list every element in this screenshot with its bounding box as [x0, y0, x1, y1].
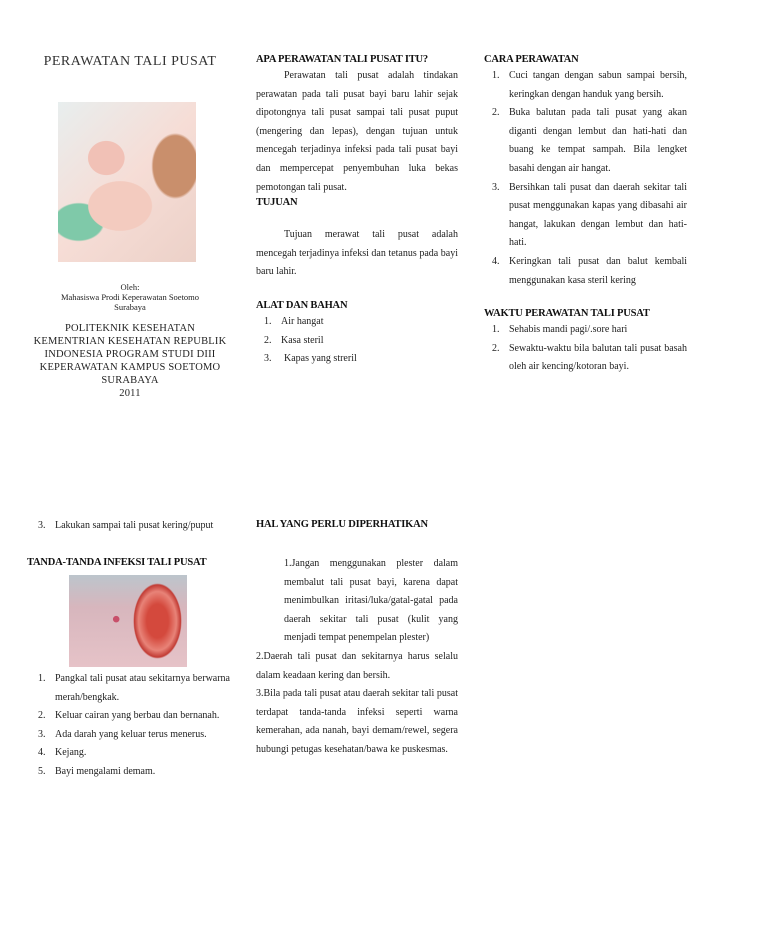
cara-section — [484, 54, 687, 377]
by-label: Oleh: — [120, 282, 140, 292]
item-number: 1. — [492, 70, 500, 81]
cover-author — [30, 282, 230, 312]
institution-line: SURABAYA — [101, 375, 159, 386]
item-number: 1. — [264, 315, 272, 327]
list-item — [484, 321, 687, 340]
item-number: 3. — [264, 353, 272, 365]
cara-list — [484, 67, 687, 290]
waktu-list — [484, 321, 687, 377]
item-text: Air hangat — [281, 315, 324, 327]
item-text: Sehabis mandi pagi/.sore hari — [509, 324, 628, 336]
author-line: Mahasiswa Prodi Keperawatan Soetomo — [60, 292, 200, 302]
item-text: Keluar cairan yang berbau dan bernanah. — [55, 710, 220, 722]
hal-section — [284, 555, 458, 648]
item-text: Kejang. — [55, 747, 87, 759]
item-number: 5. — [38, 765, 46, 777]
list-item — [30, 726, 230, 745]
cara-heading: CARA PERAWATAN — [484, 54, 579, 65]
waktu-continued — [30, 517, 235, 536]
item-text: Pangkal tali pusat atau sekitarnya berwarna merah/bengkak. — [55, 673, 230, 703]
list-item — [256, 350, 458, 369]
list-item — [484, 67, 687, 104]
item-text: Sewaktu-waktu bila balutan tali pusat basah oleh air kencing/kotoran bayi. — [509, 342, 687, 373]
list-item — [30, 517, 235, 536]
tanda-heading: TANDA-TANDA INFEKSI TALI PUSAT — [27, 557, 207, 568]
cover-year: 2011 — [119, 388, 141, 399]
apa-section — [256, 54, 458, 369]
item-number: 2. — [492, 107, 500, 119]
item-text: Kasa steril — [281, 334, 324, 346]
list-item — [484, 179, 687, 253]
item-number: 2. — [492, 342, 500, 354]
list-item — [30, 707, 230, 726]
item-text: Ada darah yang keluar terus menerus. — [55, 728, 207, 740]
tujuan-body: Tujuan merawat tali pusat adalah mencegah terjadinya infeksi dan tetanus pada bayi baru lahir. — [256, 229, 458, 278]
list-item — [30, 670, 230, 707]
list-item — [30, 744, 230, 763]
hal-heading: HAL YANG PERLU DIPERHATIKAN — [256, 519, 428, 530]
institution-line: POLITEKNIK KESEHATAN — [64, 323, 196, 334]
item-text: Keringkan tali pusat dan balut kembali menggunakan kasa steril kering — [509, 255, 687, 286]
item-text: Cuci tangan dengan sabun sampai bersih, keringkan dengan handuk yang bersih. — [509, 70, 687, 100]
hal-item-1: 1.Jangan menggunakan plester dalam membalut tali pusat bayi, karena dapat menimbulkan iritasi/luka/gatal-gatal pada daerah sekitar tali pusat (kulit yang menjadi tempat penempelan plester) — [284, 558, 458, 644]
author-city: Surabaya — [114, 302, 146, 312]
item-number: 2. — [264, 334, 272, 346]
alat-list — [256, 313, 458, 369]
item-number: 4. — [492, 255, 500, 267]
institution-line: KEMENTRIAN KESEHATAN REPUBLIK — [33, 336, 227, 347]
waktu-heading: WAKTU PERAWATAN TALI PUSAT — [484, 308, 650, 320]
list-item — [256, 313, 458, 332]
item-number: 4. — [38, 747, 46, 759]
item-number: 3. — [38, 520, 46, 531]
hal-item-2: 2.Daerah tali pusat dan sekitarnya harus selalu dalam keadaan kering dan bersih. — [256, 651, 458, 681]
waktu-list-continued — [30, 517, 235, 536]
apa-body: Perawatan tali pusat adalah tindakan perawatan pada tali pusat bayi baru lahir sejak dipotongnya tali pusat sampai tali pusat puput (mengering dan lepas), dengan tujuan untuk mencegah terjadinya infeksi pada tali pusat bayi dan mempercepat penyembuhan luka bekas pemotongan tali pusat. — [256, 70, 458, 193]
list-item — [484, 104, 687, 178]
item-text: Kapas yang streril — [284, 353, 357, 365]
hal-item-3: 3.Bila pada tali pusat atau daerah sekitar tali pusat terdapat tanda-tanda infeksi seperti warna kemerahan, ada nanah, bayi demam/rewel, segera hubungi petugas kesehatan/bawa ke puskesmas. — [256, 688, 458, 755]
apa-heading: APA PERAWATAN TALI PUSAT ITU? — [256, 54, 428, 65]
item-text: Lakukan sampai tali pusat kering/puput — [55, 520, 214, 531]
list-item — [484, 340, 687, 377]
institution-line: KEPERAWATAN KAMPUS SOETOMO — [39, 362, 221, 373]
list-item — [30, 763, 230, 782]
list-item — [256, 332, 458, 351]
umbilical-infection-photo — [69, 575, 187, 667]
item-number: 2. — [38, 710, 46, 722]
item-text: Bersihkan tali pusat dan daerah sekitar tali pusat menggunakan kapas yang dibasahi air hangat, lakukan dengan lembut dan hati-hati. — [509, 181, 687, 249]
tujuan-heading: TUJUAN — [256, 197, 298, 209]
institution-line: INDONESIA PROGRAM STUDI DIII — [44, 349, 216, 360]
cover-title: PERAWATAN TALI PUSAT — [43, 54, 217, 69]
alat-heading: ALAT DAN BAHAN — [256, 299, 348, 311]
newborn-baby-photo — [58, 102, 196, 262]
item-number: 1. — [38, 673, 46, 684]
item-text: Bayi mengalami demam. — [55, 765, 156, 777]
tanda-section — [30, 670, 230, 782]
list-item — [484, 253, 687, 290]
item-number: 3. — [492, 181, 500, 193]
hal-section-cont — [256, 648, 458, 760]
cover-institution — [22, 322, 238, 400]
item-number: 1. — [492, 324, 500, 336]
item-text: Buka balutan pada tali pusat yang akan diganti dengan lembut dan hati-hati dan buang ke tempat sampah. Bila lengket basahi dengan air hangat. — [509, 107, 687, 174]
tanda-list — [30, 670, 230, 782]
item-number: 3. — [38, 728, 46, 740]
